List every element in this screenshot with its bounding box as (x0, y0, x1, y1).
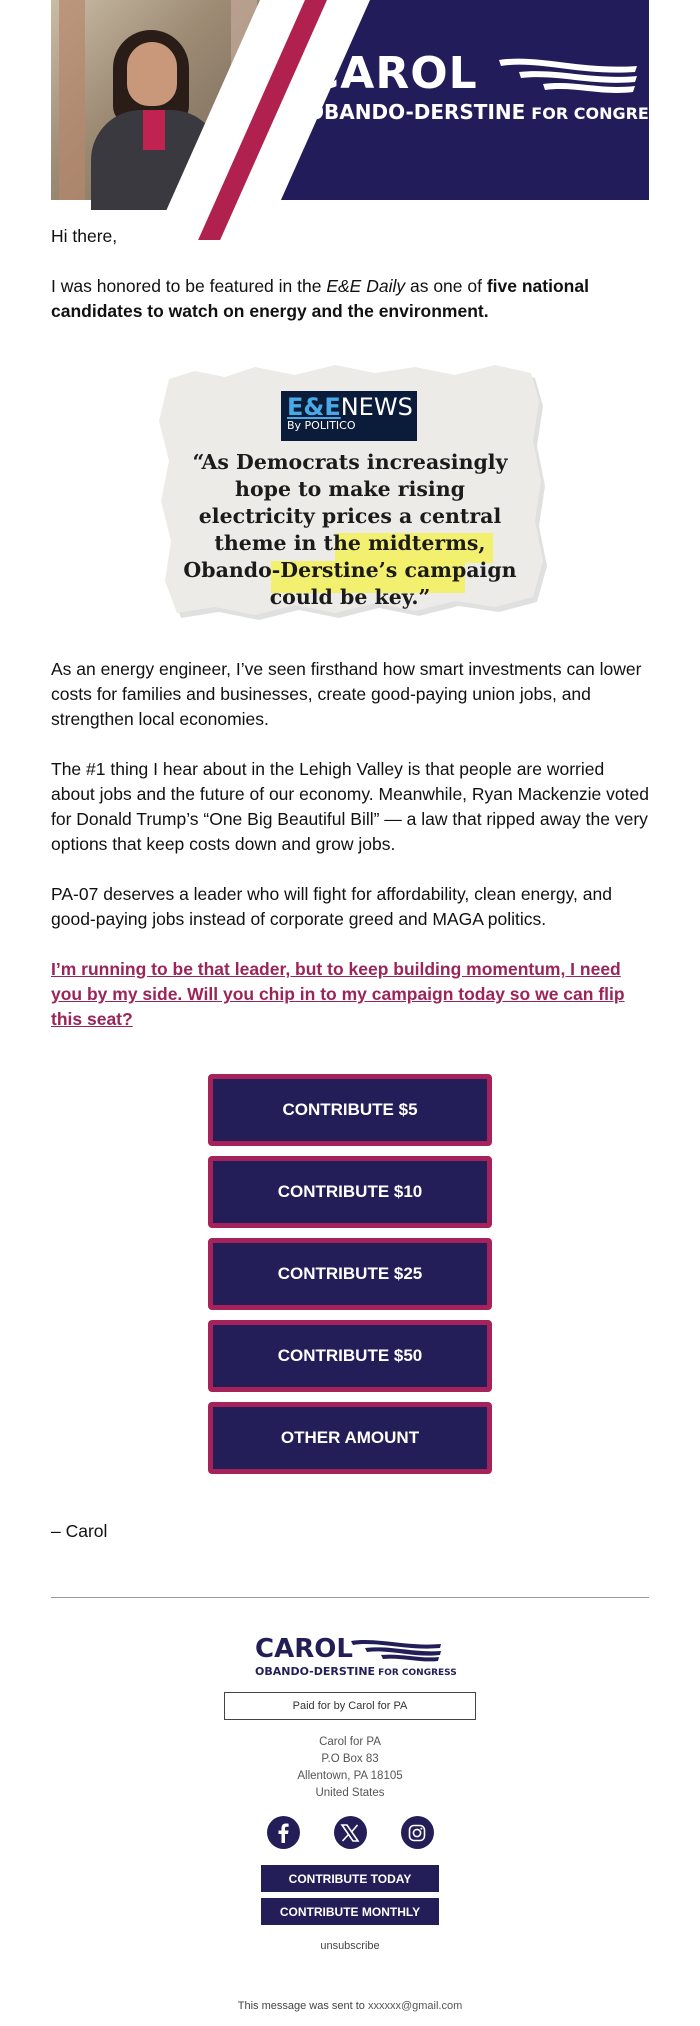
clipping-quote: “As Democrats increasingly hope to make rising electricity prices a central theme in the midterms, Obando-Derstine’s campaign could be key.” (183, 450, 517, 609)
paragraph-pa07: PA-07 deserves a leader who will fight for affordability, clean energy, and good-paying jobs instead of corporate greed and MAGA politics. (51, 884, 612, 929)
logo-suffix: FOR CONGRESS (531, 104, 672, 123)
email-body (51, 0, 672, 2012)
intro-highlight: five national candidates to watch on energy and the environment. (51, 276, 589, 321)
greeting: Hi there, (51, 226, 118, 246)
footer-logo: CAROL OBANDO-DERSTINE FOR CONGRESS (255, 1634, 457, 1678)
quote-highlight: Obando-Derstine’s campaign could be key.” (183, 558, 517, 609)
unsubscribe-link[interactable]: unsubscribe (320, 1940, 380, 1952)
news-brand: NEWS (340, 393, 413, 421)
footer (51, 1636, 649, 2012)
signoff: – Carol (51, 1521, 108, 1541)
x-icon[interactable] (334, 1816, 367, 1849)
facebook-icon[interactable] (267, 1816, 300, 1849)
cta-link[interactable]: I’m running to be that leader, but to keep building momentum, I need you by my side. Will you chip in to my campaign today so we can flip this seat? (51, 959, 625, 1029)
other-amount-button[interactable]: OTHER AMOUNT (208, 1402, 492, 1474)
politico-brand: By POLITICO (287, 419, 356, 432)
header-banner (51, 0, 672, 200)
contribute-5-button[interactable]: CONTRIBUTE $5 (208, 1074, 492, 1146)
recipient-email: xxxxxx@gmail.com (367, 2000, 463, 2012)
intro-paragraph: I was honored to be featured in the E&E Daily as one of five national candidates to watch on energy and the environment. (51, 276, 589, 321)
paragraph-engineer: As an energy engineer, I’ve seen firsthand how smart investments can lower costs for families and businesses, create good-paying union jobs, and strengthen local economies. (51, 659, 642, 729)
ee-brand: E&E (287, 393, 341, 421)
logo-surname: OBANDO-DERSTINE (307, 100, 526, 124)
publication-name: E&E Daily (326, 276, 406, 296)
sent-to-notice: This message was sent to xxxxxx@gmail.com (237, 2000, 463, 2012)
contribute-monthly-button[interactable]: CONTRIBUTE MONTHLY (261, 1898, 439, 1925)
social-links (51, 1816, 649, 1849)
donate-buttons (51, 1074, 649, 1484)
instagram-icon[interactable] (401, 1816, 434, 1849)
header-logo (307, 48, 672, 124)
paid-for-by: Paid for by Carol for PA (224, 1692, 476, 1720)
logo-name: CAROL (307, 48, 478, 99)
contribute-today-button[interactable]: CONTRIBUTE TODAY (261, 1865, 439, 1892)
contribute-10-button[interactable]: CONTRIBUTE $10 (208, 1156, 492, 1228)
news-clipping-image (155, 361, 545, 621)
footer-flag-icon (347, 1638, 443, 1662)
mailing-address: Carol for PA P.O Box 83 Allentown, PA 18105 United States (297, 1736, 403, 1799)
paragraph-lehigh: The #1 thing I hear about in the Lehigh Valley is that people are worried about jobs and the future of our economy. Meanwhile, Ryan Mackenzie voted for Donald Trump’s “One Big Beautiful Bill” — a law that ripped away the very options that keep costs down and grow jobs. (51, 759, 649, 854)
contribute-50-button[interactable]: CONTRIBUTE $50 (208, 1320, 492, 1392)
divider (51, 1597, 649, 1598)
contribute-25-button[interactable]: CONTRIBUTE $25 (208, 1238, 492, 1310)
